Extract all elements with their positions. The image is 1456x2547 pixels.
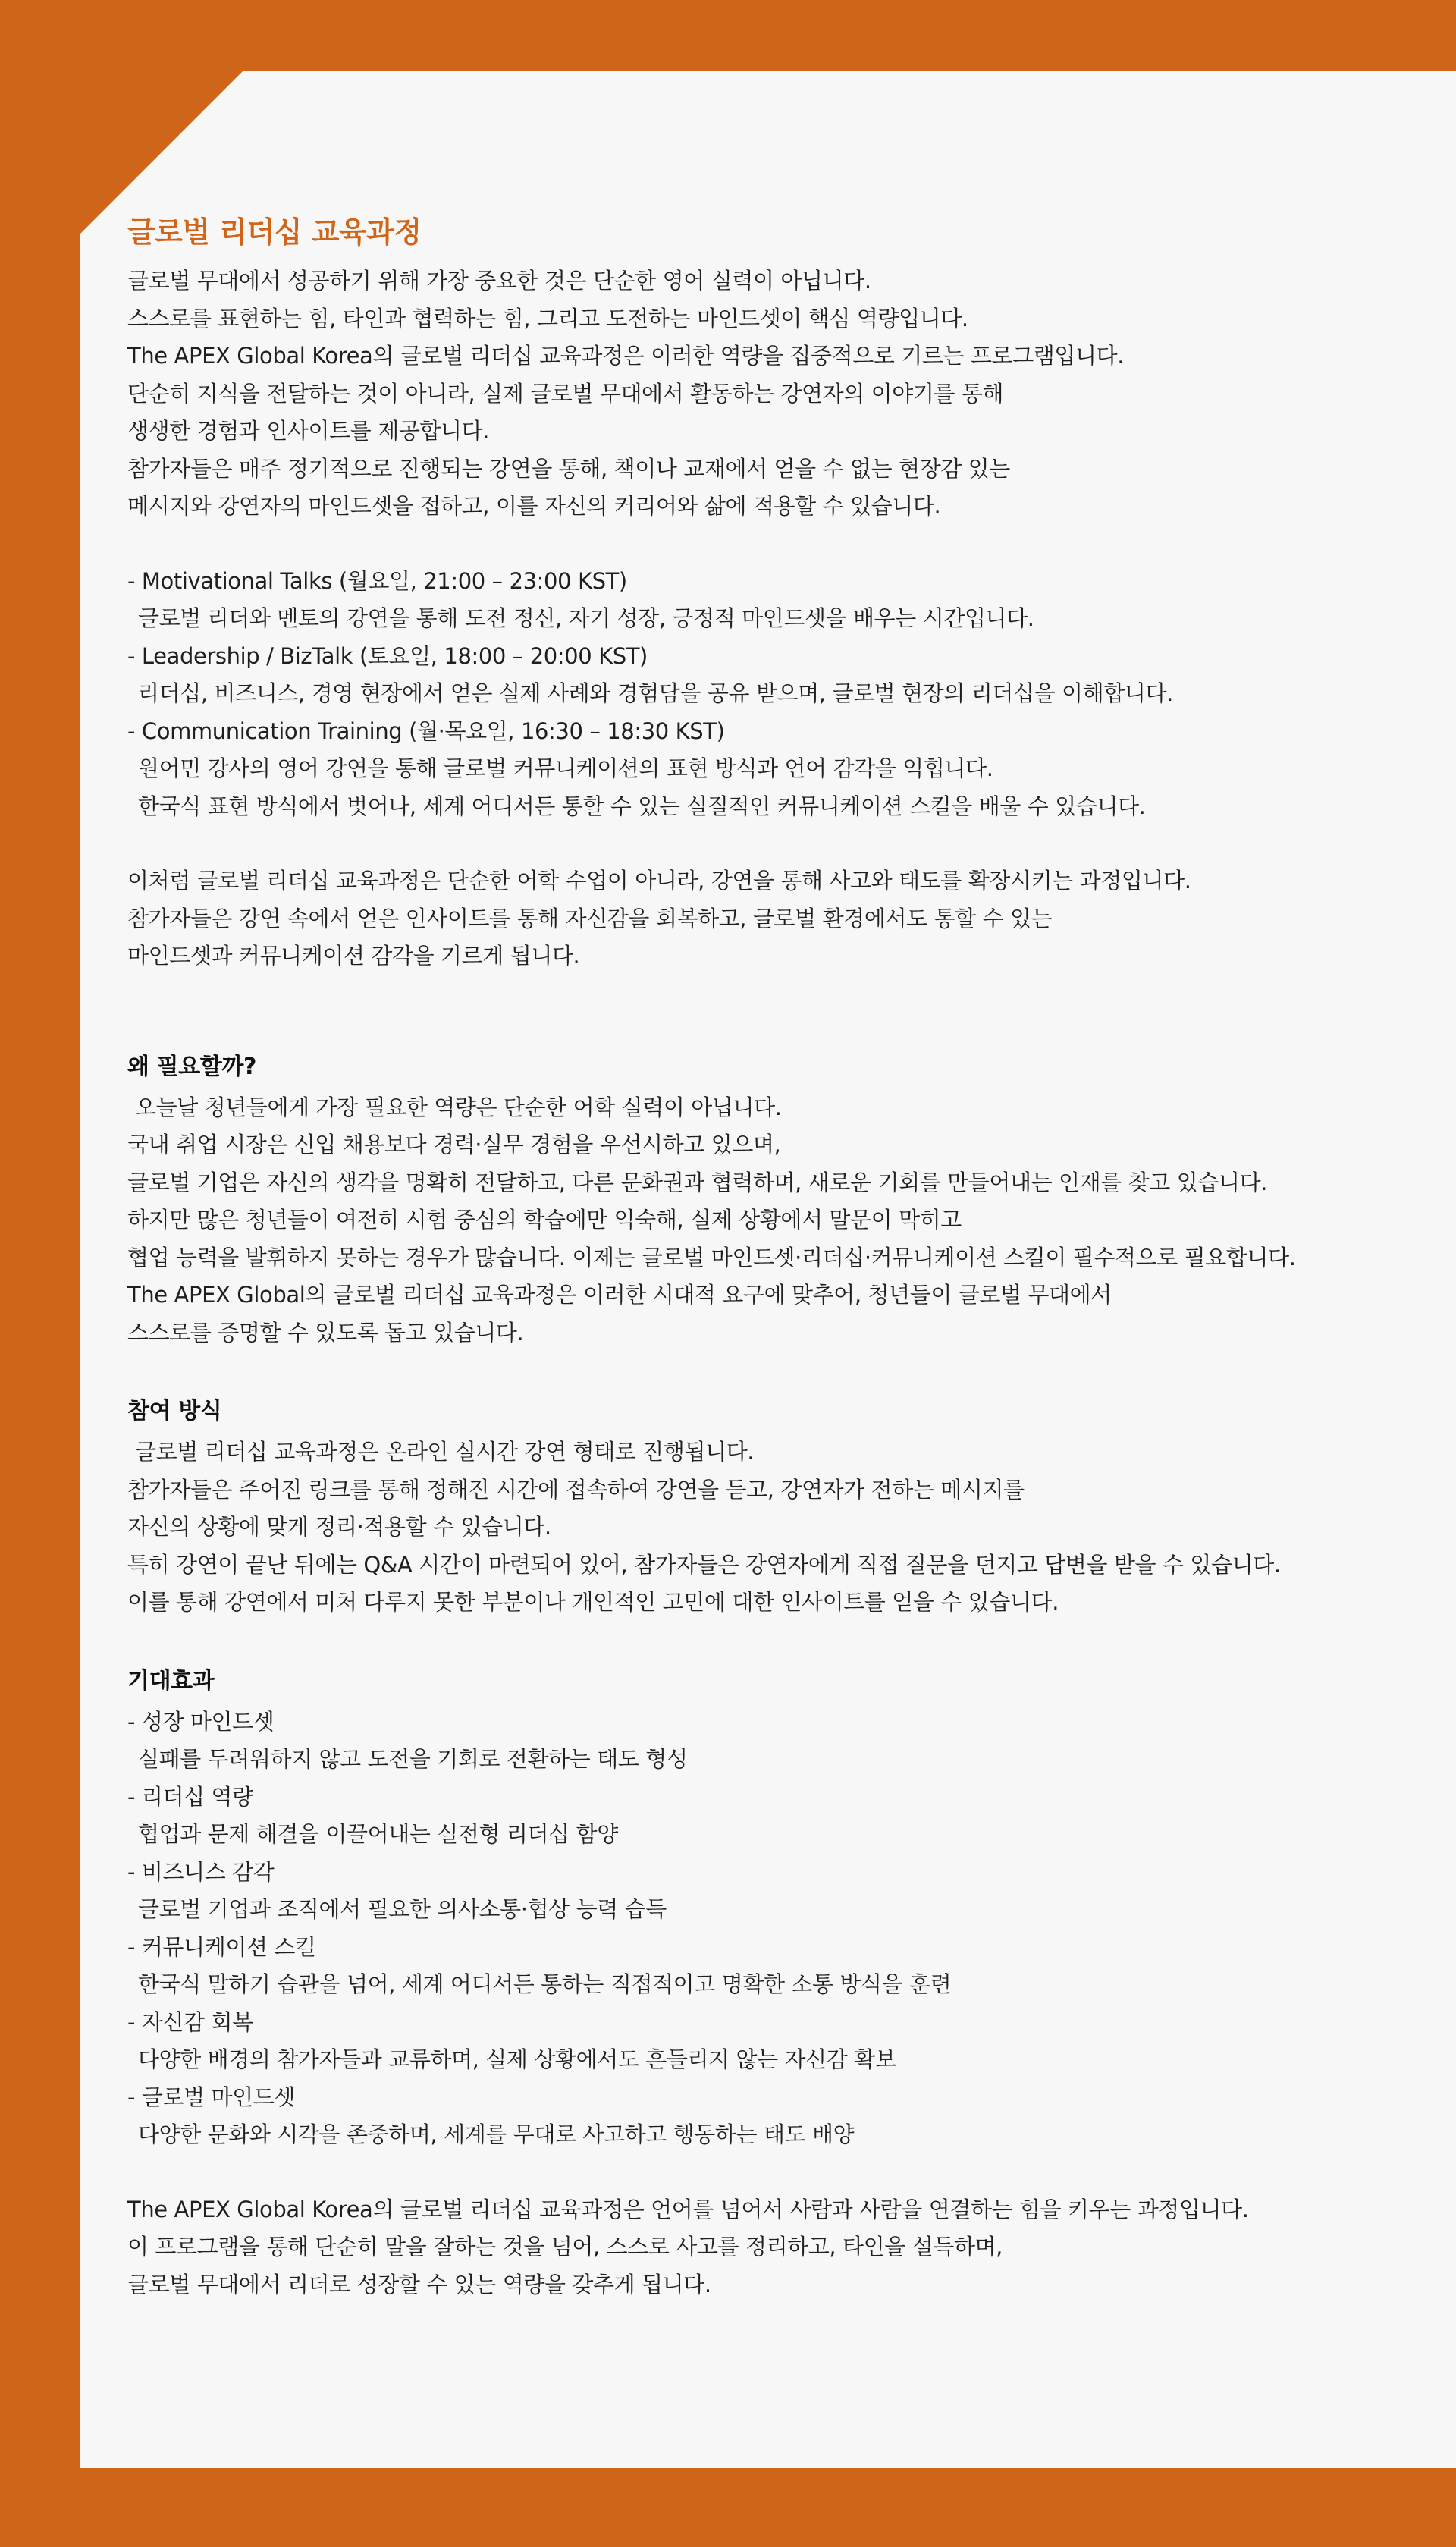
effect-desc: 실패를 두려워하지 않고 도전을 기회로 전환하는 태도 형성 [138, 1746, 688, 1772]
intro-line: 생생한 경험과 인사이트를 제공합니다. [127, 418, 490, 444]
intro-line: 참가자들은 매주 정기적으로 진행되는 강연을 통해, 책이나 교재에서 얻을 수 없는 현장감 있는 [127, 455, 1010, 482]
section-heading: 왜 필요할까? [127, 1053, 256, 1080]
summary-line: 마인드셋과 커뮤니케이션 감각을 기르게 됩니다. [127, 943, 580, 969]
program-title: - Motivational Talks (월요일, 21:00 – 23:00 KST) [127, 567, 627, 594]
effect-desc: 다양한 배경의 참가자들과 교류하며, 실제 상황에서도 흔들리지 않는 자신감 확보 [138, 2046, 896, 2072]
participation-line: 글로벌 리더십 교육과정은 온라인 실시간 강연 형태로 진행됩니다. [135, 1439, 755, 1465]
spacer [127, 1352, 1386, 1393]
why-line: The APEX Global의 글로벌 리더십 교육과정은 이러한 시대적 요구에 맞추어, 청년들이 글로벌 무대에서 [127, 1282, 1112, 1308]
closing-line: The APEX Global Korea의 글로벌 리더십 교육과정은 언어를 넘어서 사람과 사람을 연결하는 힘을 키우는 과정입니다. [127, 2196, 1249, 2222]
summary-line: 참가자들은 강연 속에서 얻은 인사이트를 통해 자신감을 회복하고, 글로벌 환경에서도 통할 수 있는 [127, 905, 1053, 931]
why-line: 하지만 많은 청년들이 여전히 시험 중심의 학습에만 익숙해, 실제 상황에서 말문이 막히고 [127, 1207, 962, 1233]
closing-line: 글로벌 무대에서 리더로 성장할 수 있는 역량을 갖추게 됩니다. [127, 2271, 711, 2297]
spacer [127, 1622, 1386, 1663]
spacer [127, 526, 1386, 563]
why-line: 글로벌 기업은 자신의 생각을 명확히 전달하고, 다른 문화권과 협력하며, 새로운 기회를 만들어내는 인재를 찾고 있습니다. [127, 1169, 1267, 1195]
summary-section [127, 862, 1386, 975]
effect-desc: 글로벌 기업과 조직에서 필요한 의사소통·협상 능력 습득 [138, 1896, 667, 1922]
program-desc: 한국식 표현 방식에서 벗어나, 세계 어디서든 통할 수 있는 실질적인 커뮤니케이션 스킬을 배울 수 있습니다. [138, 793, 1146, 819]
spacer [127, 975, 1386, 1048]
why-line: 협업 능력을 발휘하지 못하는 경우가 많습니다. 이제는 글로벌 마인드셋·리더십·커뮤니케이션 스킬이 필수적으로 필요합니다. [127, 1244, 1296, 1270]
program-title: - Leadership / BizTalk (토요일, 18:00 – 20:00 KST) [127, 642, 648, 669]
effect-desc: 다양한 문화와 시각을 존중하며, 세계를 무대로 사고하고 행동하는 태도 배양 [138, 2121, 855, 2147]
intro-line: 단순히 지식을 전달하는 것이 아니라, 실제 글로벌 무대에서 활동하는 강연자의 이야기를 통해 [127, 380, 1004, 407]
intro-section [127, 262, 1386, 526]
participation-section [127, 1393, 1386, 1622]
effects-section [127, 1663, 1386, 2154]
program-title: - Communication Training (월·목요일, 16:30 – 18:30 KST) [127, 718, 725, 744]
program-desc: 글로벌 리더와 멘토의 강연을 통해 도전 정신, 자기 성장, 긍정적 마인드셋을 배우는 시간입니다. [138, 605, 1034, 631]
program-desc: 원어민 강사의 영어 강연을 통해 글로벌 커뮤니케이션의 표현 방식과 언어 감각을 익힙니다. [138, 755, 993, 781]
effect-title: - 성장 마인드셋 [127, 1708, 275, 1735]
effect-title: - 리더십 역량 [127, 1783, 253, 1810]
effect-desc: 협업과 문제 해결을 이끌어내는 실전형 리더십 함양 [138, 1821, 618, 1847]
participation-line: 특히 강연이 끝난 뒤에는 Q&A 시간이 마련되어 있어, 참가자들은 강연자에게 직접 질문을 던지고 답변을 받을 수 있습니다. [127, 1551, 1281, 1578]
participation-line: 자신의 상황에 맞게 정리·적용할 수 있습니다. [127, 1514, 551, 1540]
why-line: 국내 취업 시장은 신입 채용보다 경력·실무 경험을 우선시하고 있으며, [127, 1132, 781, 1157]
effect-title: - 커뮤니케이션 스킬 [127, 1933, 316, 1960]
effect-desc: 한국식 말하기 습관을 넘어, 세계 어디서든 통하는 직접적이고 명확한 소통 방식을 훈련 [138, 1971, 952, 1997]
participation-line: 이를 통해 강연에서 미처 다루지 못한 부분이나 개인적인 고민에 대한 인사이트를 얻을 수 있습니다. [127, 1589, 1059, 1615]
why-line: 오늘날 청년들에게 가장 필요한 역량은 단순한 어학 실력이 아닙니다. [135, 1094, 782, 1120]
intro-line: 스스로를 표현하는 힘, 타인과 협력하는 힘, 그리고 도전하는 마인드셋이 핵심 역량입니다. [127, 305, 968, 331]
why-line: 스스로를 증명할 수 있도록 돕고 있습니다. [127, 1319, 524, 1346]
program-desc: 리더십, 비즈니스, 경영 현장에서 얻은 실제 사례와 경험담을 공유 받으며, 글로벌 현장의 리더십을 이해합니다. [138, 680, 1173, 706]
closing-line: 이 프로그램을 통해 단순히 말을 잘하는 것을 넘어, 스스로 사고를 정리하고, 타인을 설득하며, [127, 2234, 1003, 2260]
section-heading: 참여 방식 [127, 1398, 222, 1424]
effect-title: - 글로벌 마인드셋 [127, 2084, 295, 2110]
effect-title: - 비즈니스 감각 [127, 1858, 275, 1885]
intro-line: 메시지와 강연자의 마인드셋을 접하고, 이를 자신의 커리어와 삶에 적용할 수 있습니다. [127, 493, 941, 519]
intro-line: 글로벌 무대에서 성공하기 위해 가장 중요한 것은 단순한 영어 실력이 아닙니다. [127, 268, 871, 294]
spacer [127, 825, 1386, 862]
participation-line: 참가자들은 주어진 링크를 통해 정해진 시간에 접속하여 강연을 듣고, 강연자가 전하는 메시지를 [127, 1476, 1025, 1503]
spacer [127, 2154, 1386, 2191]
closing-section [127, 2191, 1386, 2304]
why-section [127, 1048, 1386, 1352]
section-heading: 기대효과 [127, 1667, 215, 1694]
effect-title: - 자신감 회복 [127, 2008, 253, 2035]
programs-section [127, 563, 1386, 826]
summary-line: 이처럼 글로벌 리더십 교육과정은 단순한 어학 수업이 아니라, 강연을 통해 사고와 태도를 확장시키는 과정입니다. [127, 868, 1191, 893]
article [127, 211, 1386, 2304]
intro-line: The APEX Global Korea의 글로벌 리더십 교육과정은 이러한 역량을 집중적으로 기르는 프로그램입니다. [127, 343, 1125, 369]
page-title: 글로벌 리더십 교육과정 [127, 215, 422, 249]
